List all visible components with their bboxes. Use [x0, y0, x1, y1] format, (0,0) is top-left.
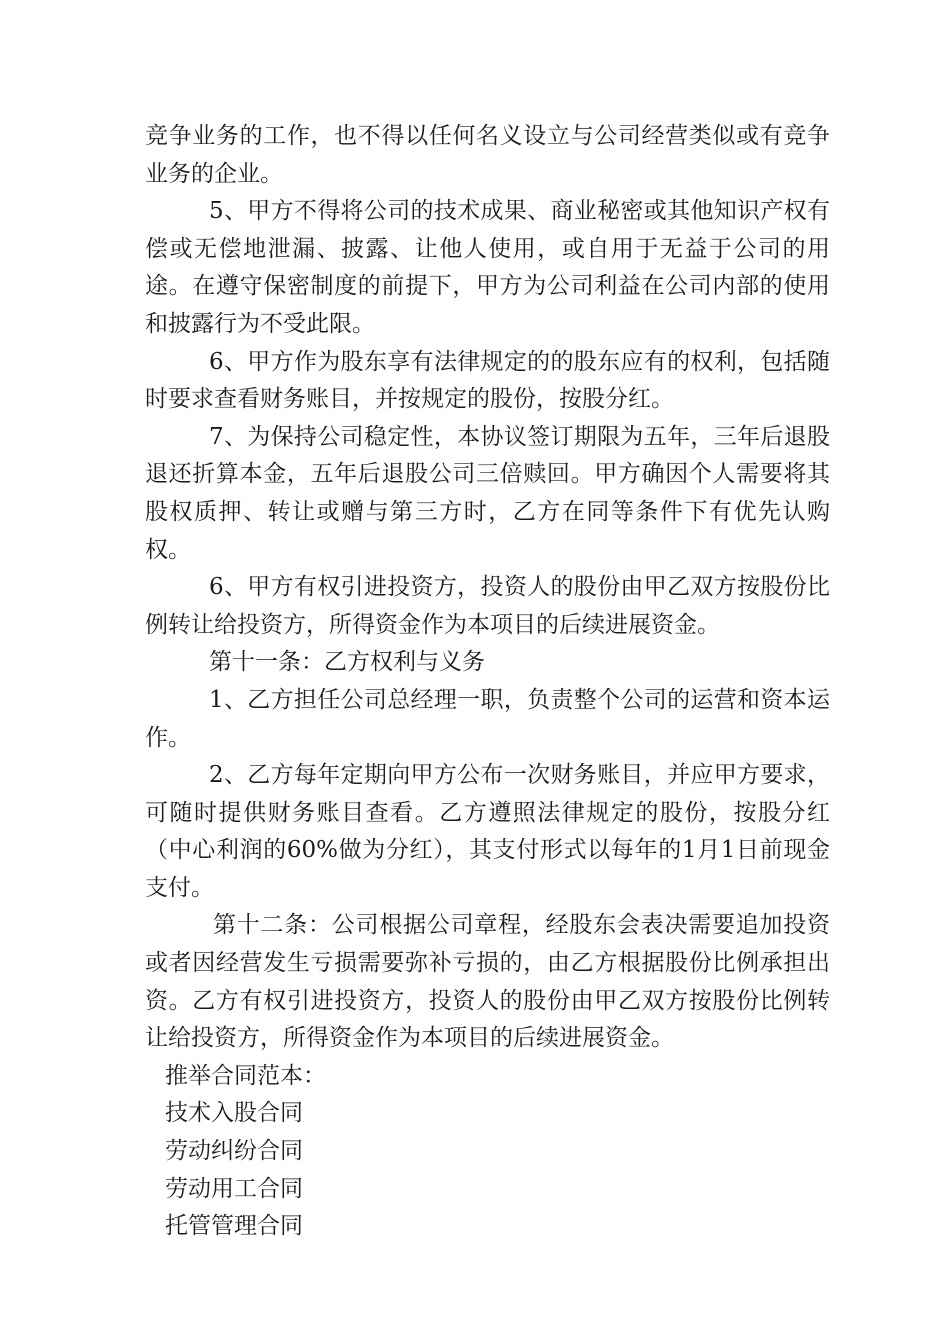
document-body	[145, 118, 830, 1246]
paragraph: 第十二条：公司根据公司章程，经股东会表决需要追加投资或者因经营发生亏损需要弥补亏损的，由乙方根据股份比例承担出资。乙方有权引进投资方，投资人的股份由甲乙双方按股份比例转让给投资方，所得资金作为本项目的后续进展资金。	[145, 912, 830, 1052]
recommend-item[interactable]: 劳动用工合同	[165, 1175, 303, 1202]
paragraph: 6、甲方有权引进投资方，投资人的股份由甲乙双方按股份比例转让给投资方，所得资金作为本项目的后续进展资金。	[145, 574, 830, 638]
paragraph: 竞争业务的工作，也不得以任何名义设立与公司经营类似或有竞争业务的企业。	[145, 123, 830, 187]
paragraph: 6、甲方作为股东享有法律规定的的股东应有的权利，包括随时要求查看财务账目，并按规定的股份，按股分红。	[145, 348, 830, 413]
recommend-item[interactable]: 技术入股合同	[165, 1100, 303, 1127]
paragraph: 7、为保持公司稳定性，本协议签订期限为五年，三年后退股退还折算本金，五年后退股公司三倍赎回。甲方确因个人需要将其股权质押、转让或赠与第三方时，乙方在同等条件下有优先认购权。	[145, 423, 830, 563]
paragraph: 2、乙方每年定期向甲方公布一次财务账目，并应甲方要求，可随时提供财务账目查看。乙方遵照法律规定的股份，按股分红（中心利润的60%做为分红），其支付形式以每年的1月1日前现金支付。	[145, 762, 830, 901]
paragraph: 1、乙方担任公司总经理一职，负责整个公司的运营和资本运作。	[145, 686, 830, 751]
paragraph: 5、甲方不得将公司的技术成果、商业秘密或其他知识产权有偿或无偿地泄漏、披露、让他人使用，或自用于无益于公司的用途。在遵守保密制度的前提下，甲方为公司利益在公司内部的使用和披露行为不受此限。	[145, 198, 830, 337]
section-heading: 第十一条：乙方权利与义务	[209, 649, 485, 676]
recommend-heading: 推举合同范本：	[165, 1062, 326, 1089]
recommend-item[interactable]: 劳动纠纷合同	[165, 1138, 303, 1165]
recommend-item[interactable]: 托管管理合同	[165, 1213, 303, 1240]
